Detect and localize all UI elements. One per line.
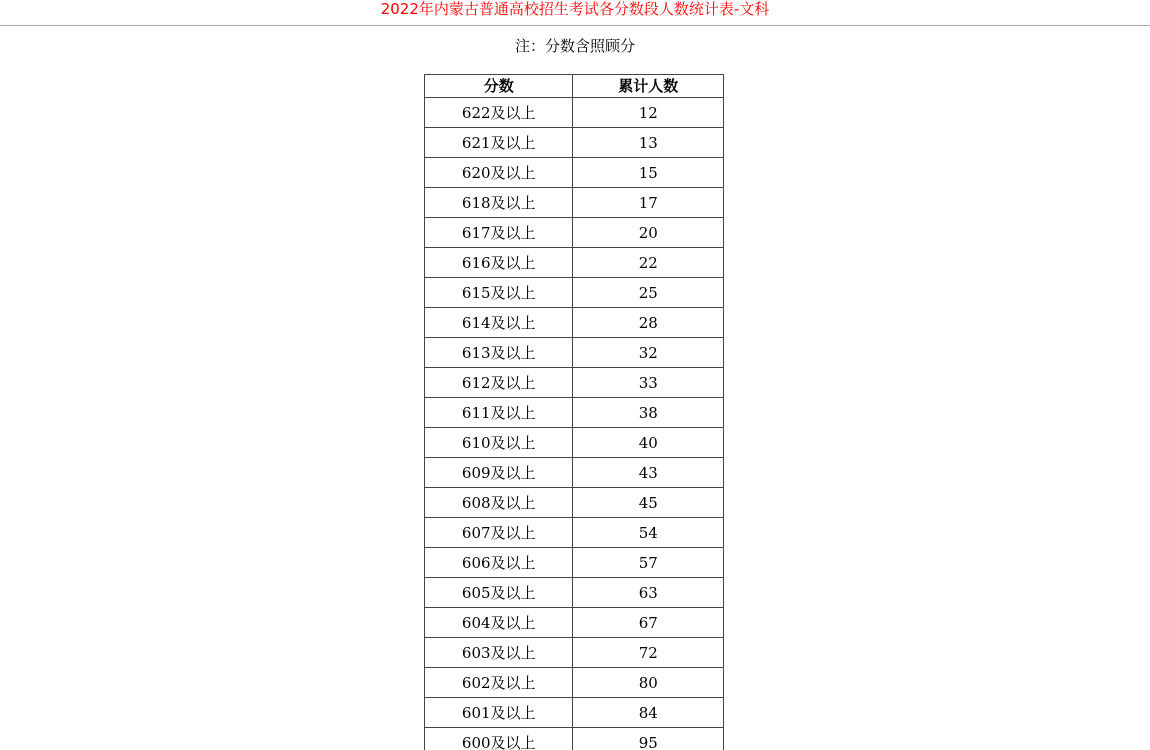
cumulative-count-cell: 84: [573, 698, 724, 728]
score-cell: 622及以上: [425, 98, 573, 128]
score-cell: 612及以上: [425, 368, 573, 398]
score-cell: 617及以上: [425, 218, 573, 248]
score-cell: 609及以上: [425, 458, 573, 488]
score-cell: 611及以上: [425, 398, 573, 428]
table-row: [425, 398, 724, 428]
header-score: 分数: [425, 75, 573, 98]
score-cell: 603及以上: [425, 638, 573, 668]
cumulative-count-cell: 38: [573, 398, 724, 428]
cumulative-count-cell: 57: [573, 548, 724, 578]
cumulative-count-cell: 22: [573, 248, 724, 278]
table-row: [425, 428, 724, 458]
table-row: [425, 578, 724, 608]
table-row: [425, 188, 724, 218]
score-cell: 613及以上: [425, 338, 573, 368]
cumulative-count-cell: 63: [573, 578, 724, 608]
table-row: [425, 698, 724, 728]
table-row: [425, 518, 724, 548]
table-row: [425, 368, 724, 398]
score-cell: 615及以上: [425, 278, 573, 308]
table-row: [425, 248, 724, 278]
table-row: [425, 728, 724, 750]
cumulative-count-cell: 67: [573, 608, 724, 638]
table-row: [425, 98, 724, 128]
table-row: [425, 158, 724, 188]
score-cell: 600及以上: [425, 728, 573, 750]
table-row: [425, 488, 724, 518]
cumulative-count-cell: 43: [573, 458, 724, 488]
score-cell: 602及以上: [425, 668, 573, 698]
score-distribution-table: [424, 74, 724, 750]
table-row: [425, 608, 724, 638]
table-row: [425, 638, 724, 668]
cumulative-count-cell: 45: [573, 488, 724, 518]
table-row: [425, 668, 724, 698]
cumulative-count-cell: 95: [573, 728, 724, 750]
score-cell: 620及以上: [425, 158, 573, 188]
header-cumulative-count: 累计人数: [573, 75, 724, 98]
cumulative-count-cell: 72: [573, 638, 724, 668]
table-body: [425, 98, 724, 750]
table-row: [425, 458, 724, 488]
table-row: [425, 308, 724, 338]
cumulative-count-cell: 12: [573, 98, 724, 128]
score-cell: 607及以上: [425, 518, 573, 548]
cumulative-count-cell: 80: [573, 668, 724, 698]
title-bar: [0, 0, 1150, 26]
score-cell: 610及以上: [425, 428, 573, 458]
cumulative-count-cell: 28: [573, 308, 724, 338]
page-title: 2022年内蒙古普通高校招生考试各分数段人数统计表-文科: [380, 0, 770, 18]
score-cell: 616及以上: [425, 248, 573, 278]
score-cell: 604及以上: [425, 608, 573, 638]
score-cell: 621及以上: [425, 128, 573, 158]
score-cell: 614及以上: [425, 308, 573, 338]
table-row: [425, 278, 724, 308]
cumulative-count-cell: 40: [573, 428, 724, 458]
cumulative-count-cell: 32: [573, 338, 724, 368]
cumulative-count-cell: 33: [573, 368, 724, 398]
cumulative-count-cell: 25: [573, 278, 724, 308]
score-cell: 606及以上: [425, 548, 573, 578]
cumulative-count-cell: 54: [573, 518, 724, 548]
cumulative-count-cell: 13: [573, 128, 724, 158]
cumulative-count-cell: 15: [573, 158, 724, 188]
score-cell: 605及以上: [425, 578, 573, 608]
cumulative-count-cell: 17: [573, 188, 724, 218]
table-row: [425, 218, 724, 248]
score-note: 注：分数含照顾分: [514, 37, 635, 55]
cumulative-count-cell: 20: [573, 218, 724, 248]
table-header-row: [425, 75, 724, 98]
table-row: [425, 128, 724, 158]
table-row: [425, 548, 724, 578]
score-table-container: [424, 74, 724, 750]
score-cell: 601及以上: [425, 698, 573, 728]
table-row: [425, 338, 724, 368]
score-cell: 608及以上: [425, 488, 573, 518]
score-cell: 618及以上: [425, 188, 573, 218]
